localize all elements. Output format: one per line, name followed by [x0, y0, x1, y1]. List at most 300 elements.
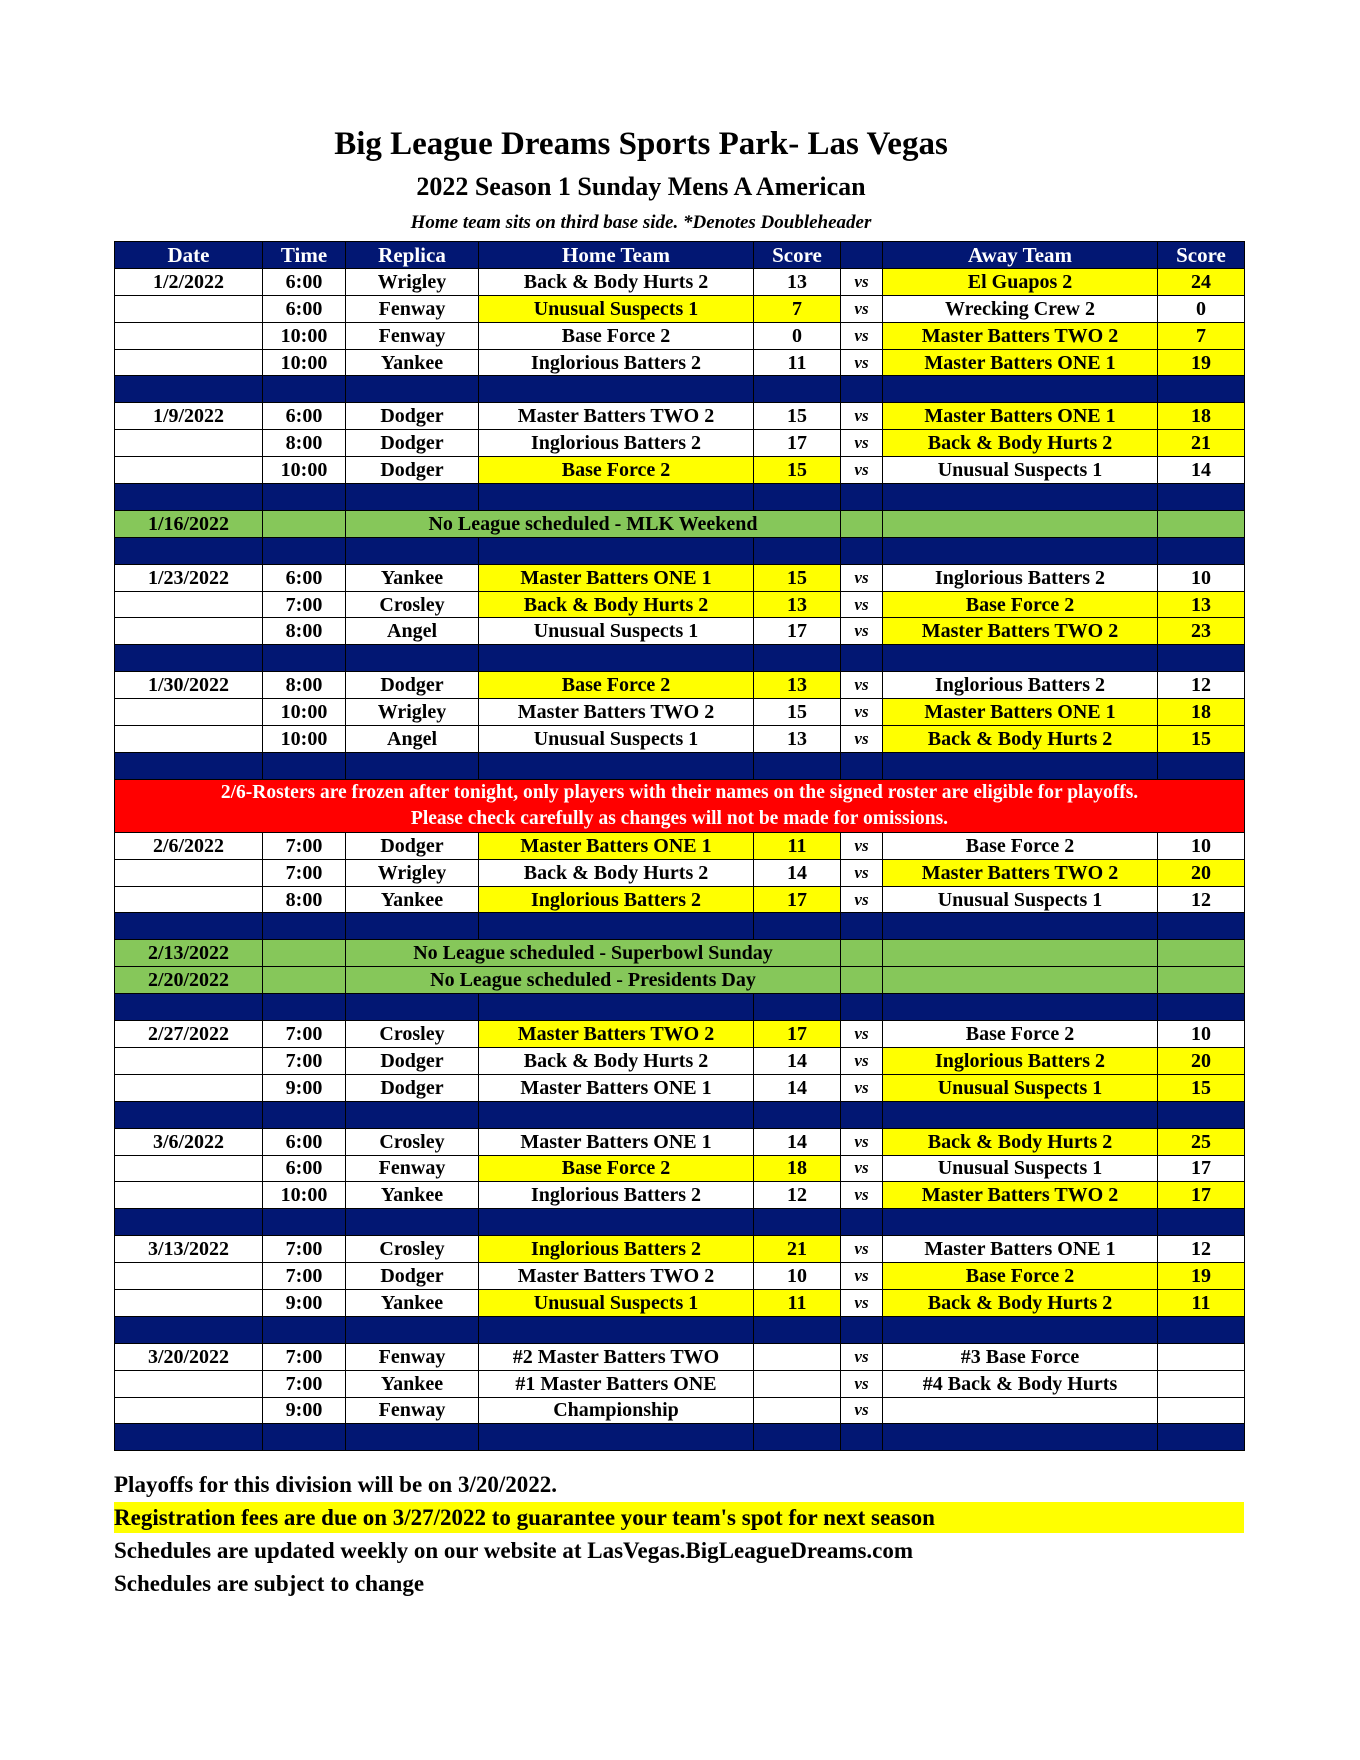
home-score-cell — [754, 1397, 841, 1424]
spacer-cell — [1158, 1424, 1245, 1451]
spacer-cell — [883, 1316, 1158, 1343]
spacer-cell — [883, 1209, 1158, 1236]
home-score-cell: 11 — [754, 832, 841, 859]
table-row — [115, 886, 1245, 913]
home-score-cell: 13 — [754, 672, 841, 699]
vs-cell: vs — [841, 1343, 883, 1370]
home-team-cell: Back & Body Hurts 2 — [479, 859, 754, 886]
away-cell — [883, 967, 1158, 994]
home-score-cell: 18 — [754, 1155, 841, 1182]
spacer-cell — [754, 376, 841, 403]
away-score-cell — [1158, 1343, 1245, 1370]
vs-cell: vs — [841, 1263, 883, 1290]
home-score-cell: 7 — [754, 295, 841, 322]
vs-cell — [841, 510, 883, 537]
time-cell: 10:00 — [263, 699, 346, 726]
away-score-cell: 19 — [1158, 349, 1245, 376]
time-cell: 7:00 — [263, 832, 346, 859]
home-team-cell: Inglorious Batters 2 — [479, 886, 754, 913]
home-score-cell: 17 — [754, 618, 841, 645]
field-cell: Dodger — [346, 1047, 479, 1074]
field-cell: Wrigley — [346, 859, 479, 886]
roster-alert-line2: Please check carefully as changes will not be made for omissions. — [410, 807, 949, 829]
spacer-row — [115, 913, 1245, 940]
time-cell: 6:00 — [263, 268, 346, 295]
table-header-row — [115, 242, 1245, 269]
home-team-cell: Championship — [479, 1397, 754, 1424]
time-cell: 10:00 — [263, 349, 346, 376]
spacer-cell — [754, 1101, 841, 1128]
spacer-cell — [841, 376, 883, 403]
spacer-cell — [263, 1316, 346, 1343]
field-cell: Crosley — [346, 1021, 479, 1048]
home-team-cell: Master Batters TWO 2 — [479, 699, 754, 726]
home-team-cell: Unusual Suspects 1 — [479, 1289, 754, 1316]
col-header-date: Date — [115, 242, 263, 269]
field-cell: Fenway — [346, 1155, 479, 1182]
date-cell — [115, 1397, 263, 1424]
spacer-cell — [1158, 484, 1245, 511]
spacer-row — [115, 752, 1245, 779]
date-cell — [115, 699, 263, 726]
vs-cell: vs — [841, 859, 883, 886]
roster-alert-row — [115, 779, 1245, 832]
spacer-cell — [1158, 752, 1245, 779]
spacer-cell — [479, 994, 754, 1021]
spacer-cell — [1158, 994, 1245, 1021]
vs-cell: vs — [841, 295, 883, 322]
home-score-cell: 15 — [754, 699, 841, 726]
home-score-cell: 14 — [754, 1074, 841, 1101]
date-cell: 1/30/2022 — [115, 672, 263, 699]
field-cell: Dodger — [346, 430, 479, 457]
vs-cell: vs — [841, 1074, 883, 1101]
table-row — [115, 591, 1245, 618]
spacer-cell — [883, 376, 1158, 403]
table-row — [115, 403, 1245, 430]
vs-cell: vs — [841, 457, 883, 484]
table-row — [115, 430, 1245, 457]
date-cell: 3/20/2022 — [115, 1343, 263, 1370]
spacer-cell — [263, 1101, 346, 1128]
home-score-cell: 15 — [754, 457, 841, 484]
table-row — [115, 322, 1245, 349]
spacer-cell — [479, 1101, 754, 1128]
away-score-cell: 19 — [1158, 1263, 1245, 1290]
time-cell: 6:00 — [263, 403, 346, 430]
away-score-cell: 11 — [1158, 1289, 1245, 1316]
spacer-cell — [115, 1209, 263, 1236]
score-cell — [1158, 940, 1245, 967]
table-row — [115, 1182, 1245, 1209]
time-cell: 7:00 — [263, 1343, 346, 1370]
vs-cell: vs — [841, 1397, 883, 1424]
table-row — [115, 1343, 1245, 1370]
date-cell: 2/6/2022 — [115, 832, 263, 859]
away-team-cell: #4 Back & Body Hurts — [883, 1370, 1158, 1397]
home-team-cell: Master Batters TWO 2 — [479, 1021, 754, 1048]
vs-cell: vs — [841, 403, 883, 430]
vs-cell: vs — [841, 1236, 883, 1263]
spacer-cell — [1158, 376, 1245, 403]
away-score-cell: 10 — [1158, 832, 1245, 859]
date-cell: 1/2/2022 — [115, 268, 263, 295]
table-row — [115, 1370, 1245, 1397]
field-cell: Dodger — [346, 832, 479, 859]
time-cell: 7:00 — [263, 1236, 346, 1263]
away-score-cell: 7 — [1158, 322, 1245, 349]
home-score-cell: 21 — [754, 1236, 841, 1263]
home-team-cell: Unusual Suspects 1 — [479, 295, 754, 322]
home-score-cell: 14 — [754, 859, 841, 886]
vs-cell: vs — [841, 349, 883, 376]
spacer-cell — [346, 376, 479, 403]
spacer-cell — [841, 645, 883, 672]
spacer-cell — [883, 752, 1158, 779]
spacer-row — [115, 376, 1245, 403]
spacer-cell — [1158, 1209, 1245, 1236]
field-cell: Fenway — [346, 295, 479, 322]
website-note: Schedules are updated weekly on our website at LasVegas.BigLeagueDreams.com — [114, 1538, 914, 1563]
home-team-cell: Unusual Suspects 1 — [479, 726, 754, 753]
home-team-cell: Back & Body Hurts 2 — [479, 591, 754, 618]
away-team-cell: Back & Body Hurts 2 — [883, 1289, 1158, 1316]
away-score-cell: 18 — [1158, 403, 1245, 430]
away-team-cell: Master Batters TWO 2 — [883, 322, 1158, 349]
table-row — [115, 672, 1245, 699]
home-score-cell: 15 — [754, 564, 841, 591]
time-cell: 7:00 — [263, 591, 346, 618]
spacer-cell — [263, 645, 346, 672]
date-cell: 3/13/2022 — [115, 1236, 263, 1263]
away-team-cell: Master Batters TWO 2 — [883, 859, 1158, 886]
spacer-cell — [479, 1209, 754, 1236]
vs-cell: vs — [841, 1182, 883, 1209]
time-cell: 10:00 — [263, 457, 346, 484]
vs-cell: vs — [841, 1370, 883, 1397]
spacer-cell — [115, 1101, 263, 1128]
away-team-cell: Inglorious Batters 2 — [883, 672, 1158, 699]
date-cell — [115, 1074, 263, 1101]
spacer-cell — [754, 1424, 841, 1451]
away-score-cell: 17 — [1158, 1182, 1245, 1209]
date-cell: 2/13/2022 — [115, 940, 263, 967]
table-row — [115, 1155, 1245, 1182]
away-score-cell: 12 — [1158, 1236, 1245, 1263]
home-team-cell: Inglorious Batters 2 — [479, 1182, 754, 1209]
away-team-cell: Base Force 2 — [883, 591, 1158, 618]
date-cell — [115, 1182, 263, 1209]
time-cell: 8:00 — [263, 672, 346, 699]
playoffs-note: Playoffs for this division will be on 3/20/2022. — [114, 1472, 558, 1497]
spacer-cell — [841, 752, 883, 779]
date-cell — [115, 1047, 263, 1074]
spacer-cell — [754, 913, 841, 940]
table-row — [115, 859, 1245, 886]
time-cell: 9:00 — [263, 1397, 346, 1424]
spacer-cell — [263, 752, 346, 779]
away-team-cell: Master Batters TWO 2 — [883, 1182, 1158, 1209]
spacer-cell — [479, 537, 754, 564]
roster-alert-cell — [115, 779, 1245, 832]
time-cell: 9:00 — [263, 1074, 346, 1101]
no-league-row — [115, 510, 1245, 537]
home-score-cell: 13 — [754, 268, 841, 295]
away-team-cell: Inglorious Batters 2 — [883, 564, 1158, 591]
spacer-cell — [115, 537, 263, 564]
spacer-row — [115, 537, 1245, 564]
home-team-cell: Master Batters TWO 2 — [479, 403, 754, 430]
spacer-cell — [263, 537, 346, 564]
table-row — [115, 1397, 1245, 1424]
time-cell: 7:00 — [263, 1047, 346, 1074]
home-team-cell: Base Force 2 — [479, 457, 754, 484]
field-cell: Angel — [346, 726, 479, 753]
spacer-cell — [883, 645, 1158, 672]
vs-cell: vs — [841, 1021, 883, 1048]
away-team-cell: Unusual Suspects 1 — [883, 1155, 1158, 1182]
away-score-cell: 23 — [1158, 618, 1245, 645]
vs-cell — [841, 940, 883, 967]
spacer-cell — [263, 994, 346, 1021]
home-team-cell: Master Batters ONE 1 — [479, 1128, 754, 1155]
spacer-cell — [346, 537, 479, 564]
spacer-cell — [115, 645, 263, 672]
date-cell: 1/16/2022 — [115, 510, 263, 537]
table-row — [115, 618, 1245, 645]
field-cell: Dodger — [346, 1263, 479, 1290]
col-header-home-team: Home Team — [479, 242, 754, 269]
field-cell: Yankee — [346, 1289, 479, 1316]
spacer-cell — [346, 994, 479, 1021]
home-team-cell: Base Force 2 — [479, 672, 754, 699]
away-score-cell: 21 — [1158, 430, 1245, 457]
away-team-cell: Master Batters ONE 1 — [883, 699, 1158, 726]
home-score-cell — [754, 1343, 841, 1370]
time-cell: 10:00 — [263, 1182, 346, 1209]
no-league-row — [115, 940, 1245, 967]
time-cell: 7:00 — [263, 1021, 346, 1048]
spacer-cell — [346, 645, 479, 672]
spacer-cell — [883, 913, 1158, 940]
home-score-cell: 14 — [754, 1128, 841, 1155]
field-cell: Dodger — [346, 672, 479, 699]
vs-cell: vs — [841, 832, 883, 859]
table-row — [115, 1236, 1245, 1263]
page-subtitle: 2022 Season 1 Sunday Mens A American — [416, 172, 866, 201]
vs-cell: vs — [841, 322, 883, 349]
spacer-cell — [841, 1209, 883, 1236]
home-score-cell: 17 — [754, 1021, 841, 1048]
field-cell: Yankee — [346, 886, 479, 913]
date-cell — [115, 886, 263, 913]
table-row — [115, 564, 1245, 591]
away-team-cell: Master Batters ONE 1 — [883, 349, 1158, 376]
field-cell: Yankee — [346, 1370, 479, 1397]
time-cell: 6:00 — [263, 1155, 346, 1182]
home-score-cell: 11 — [754, 1289, 841, 1316]
time-cell: 6:00 — [263, 295, 346, 322]
date-cell — [115, 859, 263, 886]
col-header-replica: Replica — [346, 242, 479, 269]
date-cell: 2/20/2022 — [115, 967, 263, 994]
spacer-cell — [263, 376, 346, 403]
date-cell — [115, 726, 263, 753]
spacer-cell — [115, 484, 263, 511]
home-team-cell: Master Batters ONE 1 — [479, 1074, 754, 1101]
spacer-cell — [115, 913, 263, 940]
away-team-cell: Base Force 2 — [883, 1263, 1158, 1290]
field-cell: Yankee — [346, 1182, 479, 1209]
time-cell: 7:00 — [263, 1370, 346, 1397]
no-league-text: No League scheduled - Superbowl Sunday — [346, 940, 841, 967]
date-cell — [115, 591, 263, 618]
col-header-home-score: Score — [754, 242, 841, 269]
home-score-cell: 17 — [754, 430, 841, 457]
away-team-cell: Wrecking Crew 2 — [883, 295, 1158, 322]
spacer-cell — [346, 1316, 479, 1343]
field-cell: Fenway — [346, 322, 479, 349]
home-team-cell: Master Batters ONE 1 — [479, 832, 754, 859]
home-score-cell: 14 — [754, 1047, 841, 1074]
spacer-cell — [479, 1316, 754, 1343]
spacer-cell — [841, 1316, 883, 1343]
vs-cell: vs — [841, 699, 883, 726]
spacer-cell — [479, 1424, 754, 1451]
vs-cell: vs — [841, 672, 883, 699]
field-cell: Wrigley — [346, 699, 479, 726]
home-score-cell: 17 — [754, 886, 841, 913]
table-row — [115, 1047, 1245, 1074]
spacer-cell — [479, 913, 754, 940]
away-cell — [883, 940, 1158, 967]
field-cell: Crosley — [346, 1236, 479, 1263]
field-cell: Dodger — [346, 1074, 479, 1101]
vs-cell: vs — [841, 1155, 883, 1182]
home-score-cell — [754, 1370, 841, 1397]
spacer-cell — [883, 1101, 1158, 1128]
away-score-cell: 15 — [1158, 726, 1245, 753]
spacer-cell — [346, 1209, 479, 1236]
field-cell: Dodger — [346, 457, 479, 484]
spacer-cell — [841, 994, 883, 1021]
vs-cell: vs — [841, 1128, 883, 1155]
spacer-cell — [883, 484, 1158, 511]
date-cell — [115, 322, 263, 349]
table-row — [115, 295, 1245, 322]
spacer-row — [115, 1424, 1245, 1451]
vs-cell: vs — [841, 726, 883, 753]
table-row — [115, 268, 1245, 295]
spacer-cell — [883, 537, 1158, 564]
spacer-cell — [479, 376, 754, 403]
spacer-cell — [115, 376, 263, 403]
score-cell — [1158, 967, 1245, 994]
date-cell — [115, 295, 263, 322]
spacer-cell — [754, 752, 841, 779]
away-team-cell: Back & Body Hurts 2 — [883, 1128, 1158, 1155]
away-team-cell: Unusual Suspects 1 — [883, 886, 1158, 913]
away-score-cell: 20 — [1158, 1047, 1245, 1074]
spacer-cell — [754, 1316, 841, 1343]
time-cell: 6:00 — [263, 1128, 346, 1155]
vs-cell — [841, 967, 883, 994]
table-row — [115, 832, 1245, 859]
spacer-cell — [883, 994, 1158, 1021]
date-cell — [115, 1155, 263, 1182]
col-header-time: Time — [263, 242, 346, 269]
time-cell: 9:00 — [263, 1289, 346, 1316]
spacer-cell — [346, 752, 479, 779]
away-team-cell: El Guapos 2 — [883, 268, 1158, 295]
no-league-row — [115, 967, 1245, 994]
spacer-cell — [1158, 1101, 1245, 1128]
vs-cell: vs — [841, 430, 883, 457]
spacer-cell — [263, 484, 346, 511]
time-cell: 10:00 — [263, 726, 346, 753]
table-row — [115, 1263, 1245, 1290]
spacer-cell — [841, 484, 883, 511]
date-cell — [115, 349, 263, 376]
away-score-cell: 12 — [1158, 886, 1245, 913]
away-team-cell: Unusual Suspects 1 — [883, 457, 1158, 484]
home-team-cell: Unusual Suspects 1 — [479, 618, 754, 645]
field-cell: Crosley — [346, 591, 479, 618]
away-score-cell: 25 — [1158, 1128, 1245, 1155]
table-row — [115, 457, 1245, 484]
spacer-cell — [841, 1424, 883, 1451]
spacer-row — [115, 1209, 1245, 1236]
away-team-cell: #3 Base Force — [883, 1343, 1158, 1370]
field-cell: Fenway — [346, 1397, 479, 1424]
spacer-cell — [1158, 913, 1245, 940]
away-team-cell: Master Batters ONE 1 — [883, 403, 1158, 430]
field-cell: Wrigley — [346, 268, 479, 295]
away-score-cell: 10 — [1158, 1021, 1245, 1048]
away-team-cell: Inglorious Batters 2 — [883, 1047, 1158, 1074]
date-cell — [115, 1263, 263, 1290]
spacer-cell — [754, 994, 841, 1021]
home-team-cell: Back & Body Hurts 2 — [479, 1047, 754, 1074]
date-cell — [115, 1289, 263, 1316]
field-cell: Angel — [346, 618, 479, 645]
away-score-cell: 24 — [1158, 268, 1245, 295]
away-score-cell: 18 — [1158, 699, 1245, 726]
spacer-row — [115, 1316, 1245, 1343]
spacer-cell — [841, 913, 883, 940]
date-cell — [115, 457, 263, 484]
home-team-cell: #1 Master Batters ONE — [479, 1370, 754, 1397]
home-score-cell: 13 — [754, 726, 841, 753]
spacer-cell — [115, 1424, 263, 1451]
time-cell — [263, 510, 346, 537]
no-league-text: No League scheduled - Presidents Day — [346, 967, 841, 994]
date-cell: 2/27/2022 — [115, 1021, 263, 1048]
away-cell — [883, 510, 1158, 537]
spacer-cell — [479, 752, 754, 779]
spacer-row — [115, 645, 1245, 672]
table-row — [115, 1074, 1245, 1101]
field-cell: Fenway — [346, 1343, 479, 1370]
date-cell: 1/23/2022 — [115, 564, 263, 591]
spacer-cell — [346, 484, 479, 511]
table-row — [115, 349, 1245, 376]
col-header-away-team: Away Team — [883, 242, 1158, 269]
registration-note: Registration fees are due on 3/27/2022 to guarantee your team's spot for next season — [114, 1502, 1244, 1533]
time-cell — [263, 967, 346, 994]
home-score-cell: 13 — [754, 591, 841, 618]
away-score-cell: 12 — [1158, 672, 1245, 699]
